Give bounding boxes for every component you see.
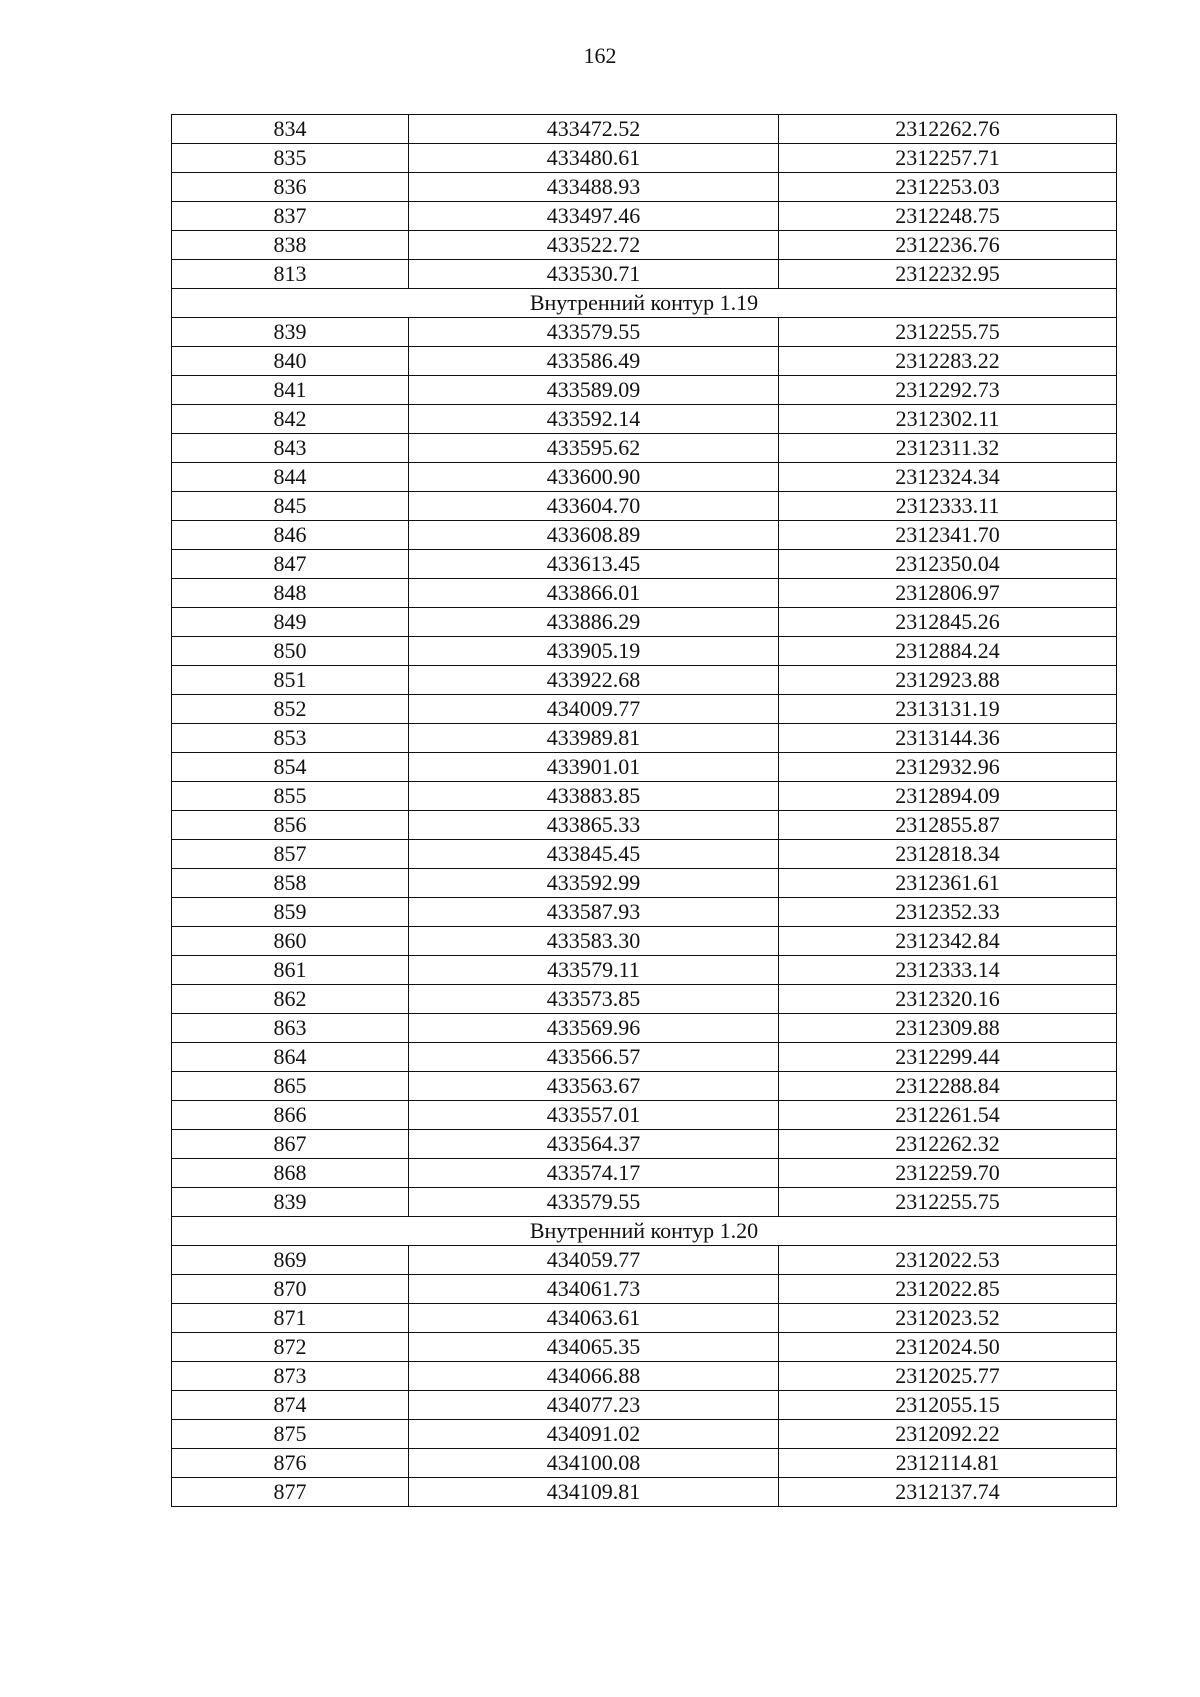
y-coordinate-cell: 2312262.32 <box>779 1130 1117 1159</box>
x-coordinate-cell: 433600.90 <box>409 463 779 492</box>
table-row <box>172 1072 1117 1101</box>
x-coordinate-cell: 433522.72 <box>409 231 779 260</box>
point-number-cell: 839 <box>172 1188 409 1217</box>
point-number-cell: 858 <box>172 869 409 898</box>
x-coordinate-cell: 433530.71 <box>409 260 779 289</box>
table-row <box>172 1246 1117 1275</box>
point-number-cell: 842 <box>172 405 409 434</box>
x-coordinate-cell: 433579.55 <box>409 318 779 347</box>
point-number-cell: 861 <box>172 956 409 985</box>
table-row <box>172 231 1117 260</box>
y-coordinate-cell: 2312361.61 <box>779 869 1117 898</box>
x-coordinate-cell: 433557.01 <box>409 1101 779 1130</box>
point-number-cell: 866 <box>172 1101 409 1130</box>
y-coordinate-cell: 2312342.84 <box>779 927 1117 956</box>
y-coordinate-cell: 2312261.54 <box>779 1101 1117 1130</box>
table-row <box>172 1275 1117 1304</box>
x-coordinate-cell: 434063.61 <box>409 1304 779 1333</box>
y-coordinate-cell: 2312320.16 <box>779 985 1117 1014</box>
table-row <box>172 550 1117 579</box>
point-number-cell: 873 <box>172 1362 409 1391</box>
point-number-cell: 872 <box>172 1333 409 1362</box>
point-number-cell: 859 <box>172 898 409 927</box>
y-coordinate-cell: 2312311.32 <box>779 434 1117 463</box>
table-row <box>172 811 1117 840</box>
y-coordinate-cell: 2312932.96 <box>779 753 1117 782</box>
point-number-cell: 876 <box>172 1449 409 1478</box>
x-coordinate-cell: 434009.77 <box>409 695 779 724</box>
x-coordinate-cell: 434077.23 <box>409 1391 779 1420</box>
table-row <box>172 1478 1117 1507</box>
x-coordinate-cell: 434091.02 <box>409 1420 779 1449</box>
table-row <box>172 1304 1117 1333</box>
point-number-cell: 871 <box>172 1304 409 1333</box>
point-number-cell: 838 <box>172 231 409 260</box>
point-number-cell: 813 <box>172 260 409 289</box>
y-coordinate-cell: 2312022.85 <box>779 1275 1117 1304</box>
page-number: 162 <box>583 43 617 68</box>
point-number-cell: 862 <box>172 985 409 1014</box>
point-number-cell: 849 <box>172 608 409 637</box>
y-coordinate-cell: 2312023.52 <box>779 1304 1117 1333</box>
coordinates-table-body <box>172 115 1117 1507</box>
x-coordinate-cell: 433497.46 <box>409 202 779 231</box>
y-coordinate-cell: 2312025.77 <box>779 1362 1117 1391</box>
table-row <box>172 492 1117 521</box>
x-coordinate-cell: 433589.09 <box>409 376 779 405</box>
y-coordinate-cell: 2312292.73 <box>779 376 1117 405</box>
table-row <box>172 956 1117 985</box>
x-coordinate-cell: 433569.96 <box>409 1014 779 1043</box>
x-coordinate-cell: 433472.52 <box>409 115 779 144</box>
point-number-cell: 863 <box>172 1014 409 1043</box>
point-number-cell: 837 <box>172 202 409 231</box>
table-row <box>172 376 1117 405</box>
y-coordinate-cell: 2312333.14 <box>779 956 1117 985</box>
table-row <box>172 898 1117 927</box>
y-coordinate-cell: 2312309.88 <box>779 1014 1117 1043</box>
y-coordinate-cell: 2312923.88 <box>779 666 1117 695</box>
table-row <box>172 1420 1117 1449</box>
table-row <box>172 840 1117 869</box>
y-coordinate-cell: 2312350.04 <box>779 550 1117 579</box>
point-number-cell: 834 <box>172 115 409 144</box>
x-coordinate-cell: 433866.01 <box>409 579 779 608</box>
point-number-cell: 843 <box>172 434 409 463</box>
y-coordinate-cell: 2312114.81 <box>779 1449 1117 1478</box>
table-row <box>172 869 1117 898</box>
coordinates-table <box>171 114 1117 1507</box>
y-coordinate-cell: 2312299.44 <box>779 1043 1117 1072</box>
section-header-row <box>172 1217 1117 1246</box>
x-coordinate-cell: 434109.81 <box>409 1478 779 1507</box>
y-coordinate-cell: 2312248.75 <box>779 202 1117 231</box>
x-coordinate-cell: 433613.45 <box>409 550 779 579</box>
y-coordinate-cell: 2312232.95 <box>779 260 1117 289</box>
x-coordinate-cell: 434066.88 <box>409 1362 779 1391</box>
y-coordinate-cell: 2312845.26 <box>779 608 1117 637</box>
table-row <box>172 463 1117 492</box>
y-coordinate-cell: 2312302.11 <box>779 405 1117 434</box>
point-number-cell: 868 <box>172 1159 409 1188</box>
table-row <box>172 1101 1117 1130</box>
point-number-cell: 836 <box>172 173 409 202</box>
point-number-cell: 848 <box>172 579 409 608</box>
x-coordinate-cell: 434059.77 <box>409 1246 779 1275</box>
x-coordinate-cell: 433604.70 <box>409 492 779 521</box>
x-coordinate-cell: 433865.33 <box>409 811 779 840</box>
x-coordinate-cell: 433608.89 <box>409 521 779 550</box>
y-coordinate-cell: 2312259.70 <box>779 1159 1117 1188</box>
point-number-cell: 874 <box>172 1391 409 1420</box>
table-row <box>172 1130 1117 1159</box>
table-row <box>172 1043 1117 1072</box>
section-title: Внутренний контур 1.19 <box>172 289 1117 318</box>
y-coordinate-cell: 2312255.75 <box>779 318 1117 347</box>
y-coordinate-cell: 2312055.15 <box>779 1391 1117 1420</box>
x-coordinate-cell: 433563.67 <box>409 1072 779 1101</box>
table-row <box>172 985 1117 1014</box>
table-row <box>172 695 1117 724</box>
x-coordinate-cell: 433480.61 <box>409 144 779 173</box>
y-coordinate-cell: 2312262.76 <box>779 115 1117 144</box>
x-coordinate-cell: 433595.62 <box>409 434 779 463</box>
y-coordinate-cell: 2312894.09 <box>779 782 1117 811</box>
x-coordinate-cell: 433587.93 <box>409 898 779 927</box>
point-number-cell: 847 <box>172 550 409 579</box>
y-coordinate-cell: 2312022.53 <box>779 1246 1117 1275</box>
y-coordinate-cell: 2312884.24 <box>779 637 1117 666</box>
point-number-cell: 864 <box>172 1043 409 1072</box>
table-row <box>172 521 1117 550</box>
table-row <box>172 144 1117 173</box>
section-title: Внутренний контур 1.20 <box>172 1217 1117 1246</box>
x-coordinate-cell: 433592.14 <box>409 405 779 434</box>
table-row <box>172 202 1117 231</box>
x-coordinate-cell: 433579.11 <box>409 956 779 985</box>
y-coordinate-cell: 2313144.36 <box>779 724 1117 753</box>
point-number-cell: 850 <box>172 637 409 666</box>
x-coordinate-cell: 433922.68 <box>409 666 779 695</box>
point-number-cell: 869 <box>172 1246 409 1275</box>
point-number-cell: 856 <box>172 811 409 840</box>
table-row <box>172 1362 1117 1391</box>
table-row <box>172 1188 1117 1217</box>
y-coordinate-cell: 2312324.34 <box>779 463 1117 492</box>
point-number-cell: 867 <box>172 1130 409 1159</box>
table-row <box>172 115 1117 144</box>
table-row <box>172 608 1117 637</box>
x-coordinate-cell: 433592.99 <box>409 869 779 898</box>
y-coordinate-cell: 2312236.76 <box>779 231 1117 260</box>
x-coordinate-cell: 433883.85 <box>409 782 779 811</box>
table-row <box>172 666 1117 695</box>
point-number-cell: 865 <box>172 1072 409 1101</box>
x-coordinate-cell: 433579.55 <box>409 1188 779 1217</box>
table-row <box>172 347 1117 376</box>
y-coordinate-cell: 2312352.33 <box>779 898 1117 927</box>
point-number-cell: 844 <box>172 463 409 492</box>
x-coordinate-cell: 433573.85 <box>409 985 779 1014</box>
point-number-cell: 845 <box>172 492 409 521</box>
table-row <box>172 782 1117 811</box>
table-row <box>172 927 1117 956</box>
point-number-cell: 870 <box>172 1275 409 1304</box>
y-coordinate-cell: 2312255.75 <box>779 1188 1117 1217</box>
point-number-cell: 839 <box>172 318 409 347</box>
x-coordinate-cell: 433566.57 <box>409 1043 779 1072</box>
table-row <box>172 753 1117 782</box>
y-coordinate-cell: 2312855.87 <box>779 811 1117 840</box>
table-row <box>172 260 1117 289</box>
y-coordinate-cell: 2312806.97 <box>779 579 1117 608</box>
point-number-cell: 840 <box>172 347 409 376</box>
table-row <box>172 1449 1117 1478</box>
x-coordinate-cell: 434061.73 <box>409 1275 779 1304</box>
y-coordinate-cell: 2312288.84 <box>779 1072 1117 1101</box>
point-number-cell: 841 <box>172 376 409 405</box>
x-coordinate-cell: 433583.30 <box>409 927 779 956</box>
point-number-cell: 877 <box>172 1478 409 1507</box>
x-coordinate-cell: 433845.45 <box>409 840 779 869</box>
table-row <box>172 1159 1117 1188</box>
table-row <box>172 405 1117 434</box>
x-coordinate-cell: 434100.08 <box>409 1449 779 1478</box>
y-coordinate-cell: 2312253.03 <box>779 173 1117 202</box>
x-coordinate-cell: 433586.49 <box>409 347 779 376</box>
table-row <box>172 434 1117 463</box>
y-coordinate-cell: 2312341.70 <box>779 521 1117 550</box>
point-number-cell: 855 <box>172 782 409 811</box>
x-coordinate-cell: 434065.35 <box>409 1333 779 1362</box>
point-number-cell: 852 <box>172 695 409 724</box>
y-coordinate-cell: 2312024.50 <box>779 1333 1117 1362</box>
x-coordinate-cell: 433574.17 <box>409 1159 779 1188</box>
x-coordinate-cell: 433564.37 <box>409 1130 779 1159</box>
y-coordinate-cell: 2312818.34 <box>779 840 1117 869</box>
point-number-cell: 853 <box>172 724 409 753</box>
y-coordinate-cell: 2312137.74 <box>779 1478 1117 1507</box>
y-coordinate-cell: 2312092.22 <box>779 1420 1117 1449</box>
y-coordinate-cell: 2312333.11 <box>779 492 1117 521</box>
point-number-cell: 851 <box>172 666 409 695</box>
section-header-row <box>172 289 1117 318</box>
point-number-cell: 854 <box>172 753 409 782</box>
table-row <box>172 724 1117 753</box>
x-coordinate-cell: 433886.29 <box>409 608 779 637</box>
y-coordinate-cell: 2312257.71 <box>779 144 1117 173</box>
table-row <box>172 1014 1117 1043</box>
x-coordinate-cell: 433905.19 <box>409 637 779 666</box>
x-coordinate-cell: 433488.93 <box>409 173 779 202</box>
point-number-cell: 857 <box>172 840 409 869</box>
y-coordinate-cell: 2313131.19 <box>779 695 1117 724</box>
table-row <box>172 1391 1117 1420</box>
x-coordinate-cell: 433901.01 <box>409 753 779 782</box>
point-number-cell: 835 <box>172 144 409 173</box>
table-row <box>172 173 1117 202</box>
table-row <box>172 637 1117 666</box>
point-number-cell: 875 <box>172 1420 409 1449</box>
y-coordinate-cell: 2312283.22 <box>779 347 1117 376</box>
table-row <box>172 318 1117 347</box>
point-number-cell: 860 <box>172 927 409 956</box>
table-row <box>172 1333 1117 1362</box>
x-coordinate-cell: 433989.81 <box>409 724 779 753</box>
table-row <box>172 579 1117 608</box>
point-number-cell: 846 <box>172 521 409 550</box>
